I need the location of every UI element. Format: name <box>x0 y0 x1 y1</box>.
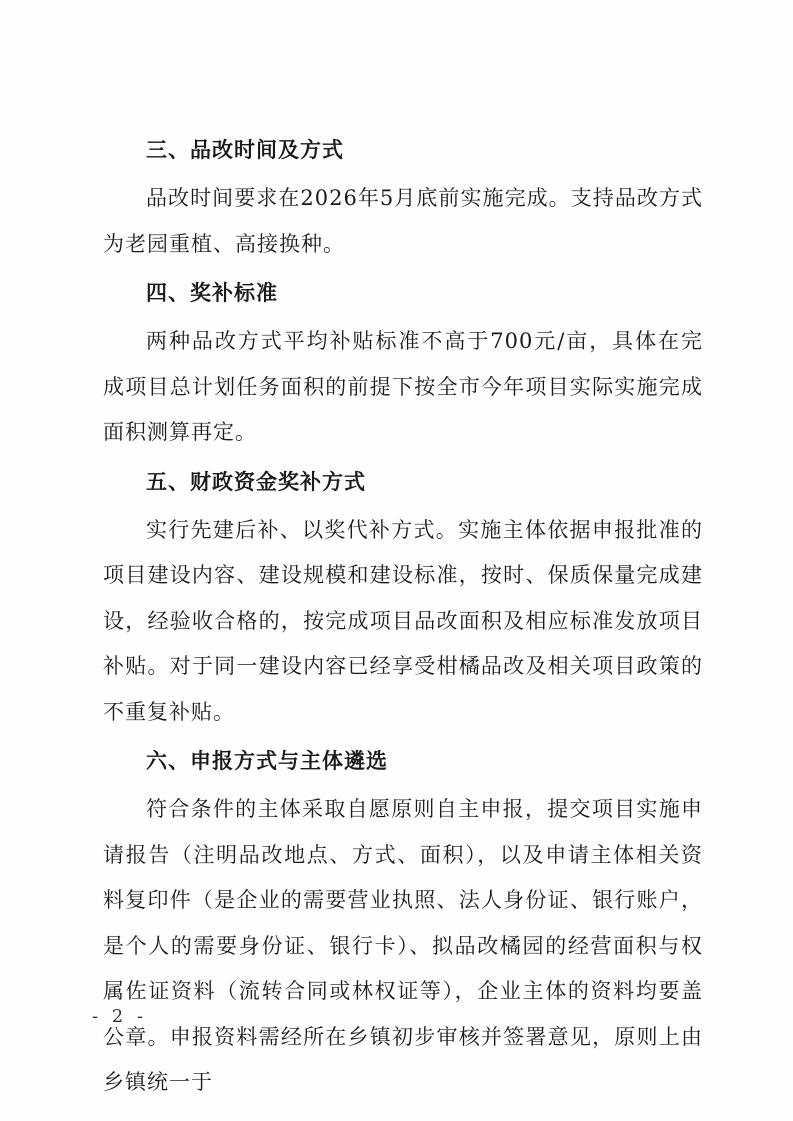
section-paragraph: 两种品改方式平均补贴标准不高于700元/亩，具体在完成项目总计划任务面积的前提下按全市今年项目实际实施完成面积测算再定。 <box>103 329 703 444</box>
section-subsidy-standard <box>103 267 703 456</box>
section-paragraph: 实行先建后补、以奖代补方式。实施主体依据申报批准的项目建设内容、建设规模和建设标准，按时、保质保量完成建设，经验收合格的，按完成项目品改面积及相应标准发放项目补贴。对于同一建设内容已经享受柑橘品改及相关项目政策的不重复补贴。 <box>103 517 703 724</box>
section-application-method <box>103 735 703 1106</box>
document-body <box>103 124 703 1106</box>
section-heading: 三、品改时间及方式 <box>146 138 344 162</box>
section-heading: 六、申报方式与主体遴选 <box>146 749 388 773</box>
section-paragraph: 符合条件的主体采取自愿原则自主申报，提交项目实施申请报告（注明品改地点、方式、面积），以及申请主体相关资料复印件（是企业的需要营业执照、法人身份证、银行账户，是个人的需要身份证、银行卡）、拟品改橘园的经营面积与权属佐证资料（流转合同或林权证等），企业主体的资料均要盖公章。申报资料需经所在乡镇初步审核并签署意见，原则上由乡镇统一于 <box>103 797 703 1094</box>
section-paragraph: 品改时间要求在2026年5月底前实施完成。支持品改方式为老园重植、高接换种。 <box>103 186 703 256</box>
section-time-and-method <box>103 124 703 267</box>
section-heading: 四、奖补标准 <box>146 281 278 305</box>
section-heading: 五、财政资金奖补方式 <box>146 469 366 494</box>
page-number: - 2 - <box>92 1006 148 1027</box>
section-funding-method <box>103 456 703 736</box>
